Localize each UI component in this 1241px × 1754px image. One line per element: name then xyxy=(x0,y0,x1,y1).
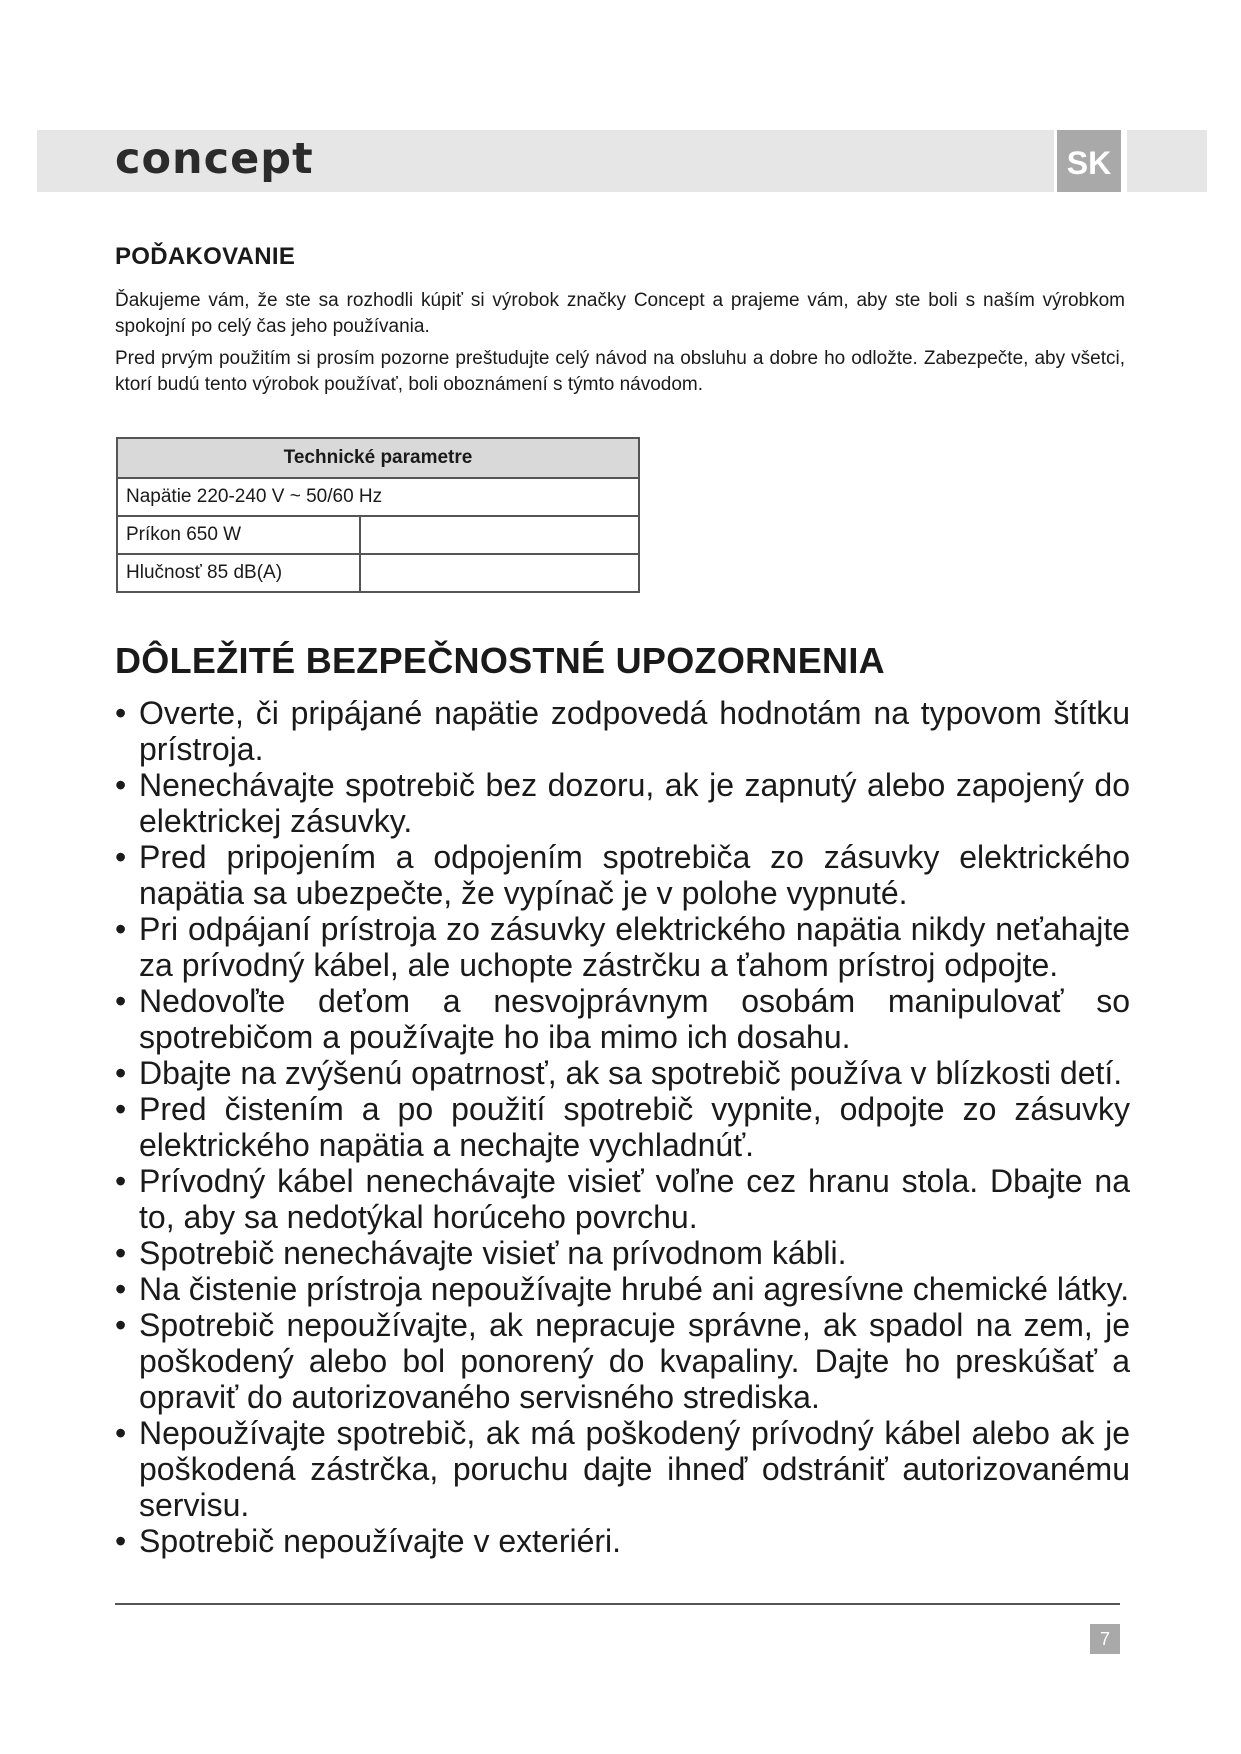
table-row xyxy=(117,516,639,554)
list-item: • Nenechávajte spotrebič bez dozoru, ak je zapnutý alebo zapojený do elektrickej zásuvky. xyxy=(115,767,1130,839)
table-row xyxy=(117,554,639,592)
list-item: • Pri odpájaní prístroja zo zásuvky elektrického napätia nikdy neťahajte za prívodný kábel, ale uchopte zástrčku a ťahom prístroj odpojte. xyxy=(115,911,1130,983)
list-item: • Spotrebič nepoužívajte v exteriéri. xyxy=(115,1523,1130,1559)
param-empty-cell xyxy=(360,516,639,554)
tech-params-title: Technické parametre xyxy=(117,438,639,478)
list-item: • Pred pripojením a odpojením spotrebiča zo zásuvky elektrického napätia sa ubezpečte, že vypínač je v polohe vypnuté. xyxy=(115,839,1130,911)
param-empty-cell xyxy=(360,554,639,592)
list-item: • Dbajte na zvýšenú opatrnosť, ak sa spotrebič používa v blízkosti detí. xyxy=(115,1055,1130,1091)
param-power: Príkon 650 W xyxy=(117,516,360,554)
param-voltage: Napätie 220-240 V ~ 50/60 Hz xyxy=(117,478,639,516)
table-header-row xyxy=(117,438,639,478)
language-badge: SK xyxy=(1057,130,1121,192)
list-item: • Na čistenie prístroja nepoužívajte hrubé ani agresívne chemické látky. xyxy=(115,1271,1130,1307)
safety-title: DÔLEŽITÉ BEZPEČNOSTNÉ UPOZORNENIA xyxy=(115,640,885,681)
table-row xyxy=(117,478,639,516)
list-item: • Spotrebič nepoužívajte, ak nepracuje správne, ak spadol na zem, je poškodený alebo bol ponorený do kvapaliny. Dajte ho preskúšať a opraviť do autorizovaného servisného strediska. xyxy=(115,1307,1130,1415)
tech-params-table xyxy=(116,437,640,593)
list-item: • Nepoužívajte spotrebič, ak má poškodený prívodný kábel alebo ak je poškodená zástrčka, poruchu dajte ihneď odstrániť autorizovanému servisu. xyxy=(115,1415,1130,1523)
list-item: • Prívodný kábel nenechávajte visieť voľne cez hranu stola. Dbajte na to, aby sa nedotýkal horúceho povrchu. xyxy=(115,1163,1130,1235)
list-item: • Overte, či pripájané napätie zodpovedá hodnotám na typovom štítku prístroja. xyxy=(115,695,1130,767)
list-item: • Spotrebič nenechávajte visieť na prívodnom kábli. xyxy=(115,1235,1130,1271)
intro-paragraph: Ďakujeme vám, že ste sa rozhodli kúpiť si výrobok značky Concept a prajeme vám, aby ste boli s naším výrobkom spokojní po celý čas jeho používania. xyxy=(115,290,1125,337)
param-noise: Hlučnosť 85 dB(A) xyxy=(117,554,360,592)
footer-divider xyxy=(115,1603,1120,1605)
page-number: 7 xyxy=(1090,1624,1120,1654)
safety-list xyxy=(115,695,1130,1559)
intro-paragraph: Pred prvým použitím si prosím pozorne preštudujte celý návod na obsluhu a dobre ho odložte. Zabezpečte, aby všetci, ktorí budú tento výrobok používať, boli oboznámení s týmto návodom. xyxy=(115,348,1125,395)
acknowledgement-title: POĎAKOVANIE xyxy=(115,243,296,270)
brand-logo: concept xyxy=(115,134,314,184)
acknowledgement-text xyxy=(115,288,1125,404)
header-bar-end xyxy=(1127,130,1207,192)
list-item: • Nedovoľte deťom a nesvojprávnym osobám manipulovať so spotrebičom a používajte ho iba mimo ich dosahu. xyxy=(115,983,1130,1055)
list-item: • Pred čistením a po použití spotrebič vypnite, odpojte zo zásuvky elektrického napätia a nechajte vychladnúť. xyxy=(115,1091,1130,1163)
